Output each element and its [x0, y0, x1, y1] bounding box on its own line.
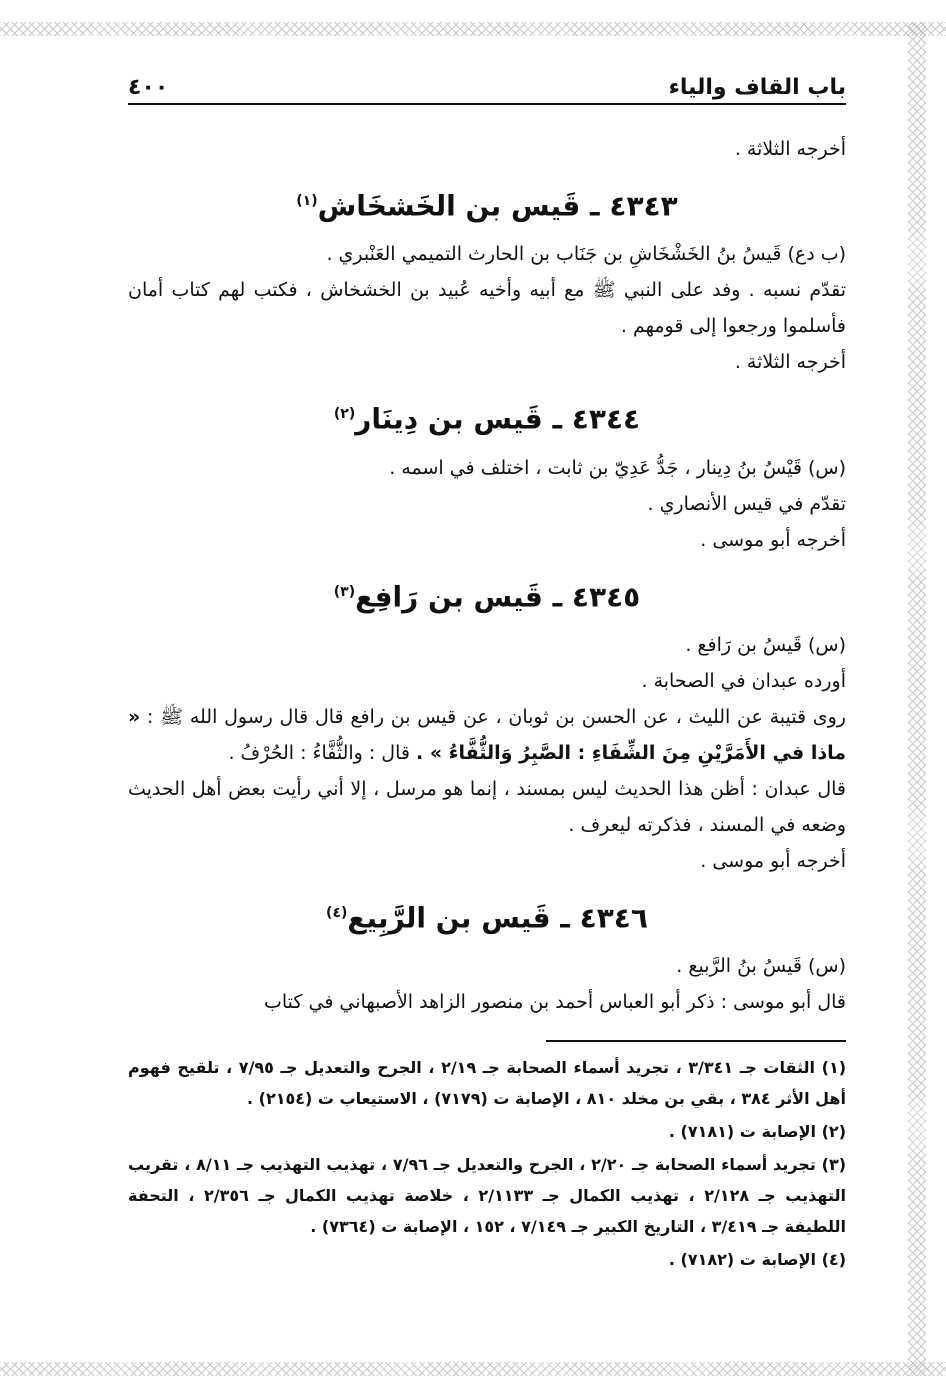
footnote-ref: (٣)	[333, 583, 356, 600]
paragraph: أخرجه أبو موسى .	[700, 849, 846, 872]
paragraph: أخرجه الثلاثة .	[734, 138, 846, 160]
footnote: (٣) تجريد أسماء الصحابة جـ ٢/٢٠ ، الجرح والتعديل جـ ٧/٩٦ ، تهذيب التهذيب جـ ٨/١١ ، تقريب التهذيب جـ ٢/١٢٨ ، تهذيب الكمال جـ ٢/١١٣٣ ، خلاصة تهذيب الكمال جـ ٢/٣٥٦ ، التحفة اللطيفة جـ ٣/٤١٩ ، التاريخ الكبير جـ ٧/١٤٩ ، ١٥٢ ، الإصابة ت (٧٣٦٤) .	[128, 1155, 847, 1237]
entry-title-4344	[128, 394, 846, 439]
decorative-border-bottom	[0, 1362, 946, 1376]
entry-title-text: ٤٣٤٥ ـ قَيس بن رَافِع	[355, 579, 641, 613]
entry-title-4343	[128, 181, 846, 226]
paragraph: أورده عبدان في الصحابة .	[641, 669, 846, 692]
hadith-quote: « ماذا في الأَمَرَّيْنِ مِنَ الشِّفَاءِ : الصَّبِرُ وَالثُّفَّاءُ » .	[128, 705, 846, 764]
paragraph: تقدّم في قيس الأنصاري .	[647, 492, 846, 515]
footnote: (٢) الإصابة ت (٧١٨١) .	[668, 1122, 846, 1142]
page-header	[128, 70, 846, 105]
entry-title-4345	[128, 572, 846, 617]
paragraph: (س) قَيسُ بن رَافع .	[685, 633, 846, 656]
footnote-ref: (٢)	[333, 406, 356, 423]
page-number: ٤٠٠	[128, 75, 169, 100]
paragraph: قال عبدان : أظن هذا الحديث ليس بمسند ، إنما هو مرسل ، إلا أني رأيت بعض أهل الحديث وضعه في المسند ، فذكرته ليعرف .	[128, 777, 846, 836]
paragraph: قال أبو موسى : ذكر أبو العباس أحمد بن منصور الزاهد الأصبهاني في كتاب	[263, 991, 846, 1014]
paragraph: (س) قَيسُ بنُ الرَّبيع .	[676, 955, 846, 978]
entry-title-text: ٤٣٤٦ ـ قَيس بن الرَّبِيع	[347, 901, 648, 935]
footnote-divider	[546, 1040, 846, 1042]
paragraph: أخرجه أبو موسى .	[700, 528, 846, 551]
hadith-chain: روى قتيبة عن الليث ، عن الحسن بن ثوبان ، عن قيس بن رافع قال قال رسول الله ﷺ :	[147, 705, 846, 728]
page-body	[128, 131, 846, 1020]
paragraph: أخرجه الثلاثة .	[734, 351, 846, 374]
footnote: (٤) الإصابة ت (٧١٨٢) .	[668, 1250, 846, 1270]
entry-title-4346	[128, 893, 846, 938]
chapter-title: باب القاف والياء	[668, 75, 846, 100]
hadith-gloss: قال : والثُّفَّاءُ : الحُرْفُ .	[228, 741, 410, 764]
entry-title-text: ٤٣٤٣ ـ قَيس بن الخَشخَاش	[317, 189, 678, 223]
footnote-ref: (١)	[296, 193, 318, 209]
paragraph: (ب دع) قَيسُ بنُ الخَشْخَاشِ بن جَنَاب بن الحارث التميمي العَنْبري .	[326, 243, 846, 266]
footnotes	[128, 1052, 846, 1275]
book-page	[128, 70, 846, 1277]
footnote-ref: (٤)	[326, 904, 348, 921]
decorative-border-top	[0, 22, 946, 36]
footnote: (١) الثقات جـ ٣/٣٤١ ، تجريد أسماء الصحابة جـ ٢/١٩ ، الجرح والتعديل جـ ٧/٩٥ ، تلقيح فهوم أهل الأثر ٣٨٤ ، بقي بن مخلد ٨١٠ ، الإصابة ت (٧١٧٩) ، الاستيعاب ت (٢١٥٤) .	[128, 1058, 847, 1109]
decorative-border-right	[908, 22, 926, 1376]
hadith-paragraph	[128, 699, 846, 771]
paragraph: (س) قَيْسُ بنُ دِينار ، جَدُّ عَدِيّ بن ثابت ، اختلف في اسمه .	[389, 456, 846, 479]
entry-title-text: ٤٣٤٤ ـ قَيس بن دِينَار	[355, 402, 641, 436]
paragraph: تقدّم نسبه . وفد على النبي ﷺ مع أبيه وأخيه عُبيد بن الخشخاش ، فكتب لهم كتاب أمان فأسلموا ورجعوا إلى قومهم .	[128, 279, 846, 338]
